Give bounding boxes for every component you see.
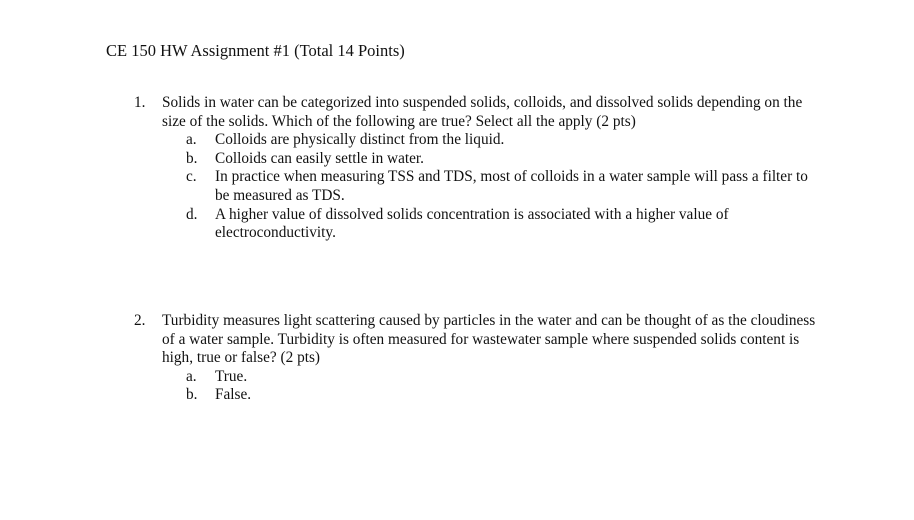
question-number: 1.	[134, 94, 146, 111]
option-d	[186, 206, 834, 243]
option-text: False.	[215, 386, 252, 404]
option-text: Colloids can easily settle in water.	[215, 149, 425, 167]
option-b	[186, 386, 834, 405]
option-letter: b.	[186, 386, 198, 404]
question-2	[134, 312, 834, 405]
assignment-title: CE 150 HW Assignment #1 (Total 14 Points)	[106, 41, 405, 60]
option-text: Colloids are physically distinct from the liquid.	[215, 131, 505, 149]
question-number: 2.	[134, 312, 146, 329]
option-letter: a.	[186, 131, 197, 149]
option-a	[186, 368, 834, 387]
question-text: Solids in water can be categorized into suspended solids, colloids, and dissolved solids depending on the size of the solids. Which of the following are true? Select all the apply (2 pts)	[162, 94, 803, 130]
question-1	[134, 94, 834, 243]
option-text: A higher value of dissolved solids concentration is associated with a higher value of electroconductivity.	[215, 205, 729, 242]
answer-options	[134, 131, 834, 243]
answer-options	[134, 368, 834, 405]
question-text: Turbidity measures light scattering caused by particles in the water and can be thought of as the cloudiness of a water sample. Turbidity is often measured for wastewater sample where suspended solids content is high, true or false? (2 pts)	[162, 312, 816, 367]
option-letter: b.	[186, 149, 198, 167]
option-a	[186, 131, 834, 150]
option-text: True.	[215, 367, 248, 385]
option-letter: a.	[186, 367, 197, 385]
option-letter: c.	[186, 168, 197, 186]
option-b	[186, 150, 834, 169]
option-letter: d.	[186, 205, 198, 223]
option-text: In practice when measuring TSS and TDS, most of colloids in a water sample will pass a filter to be measured as TDS.	[215, 168, 808, 204]
option-c	[186, 168, 834, 205]
